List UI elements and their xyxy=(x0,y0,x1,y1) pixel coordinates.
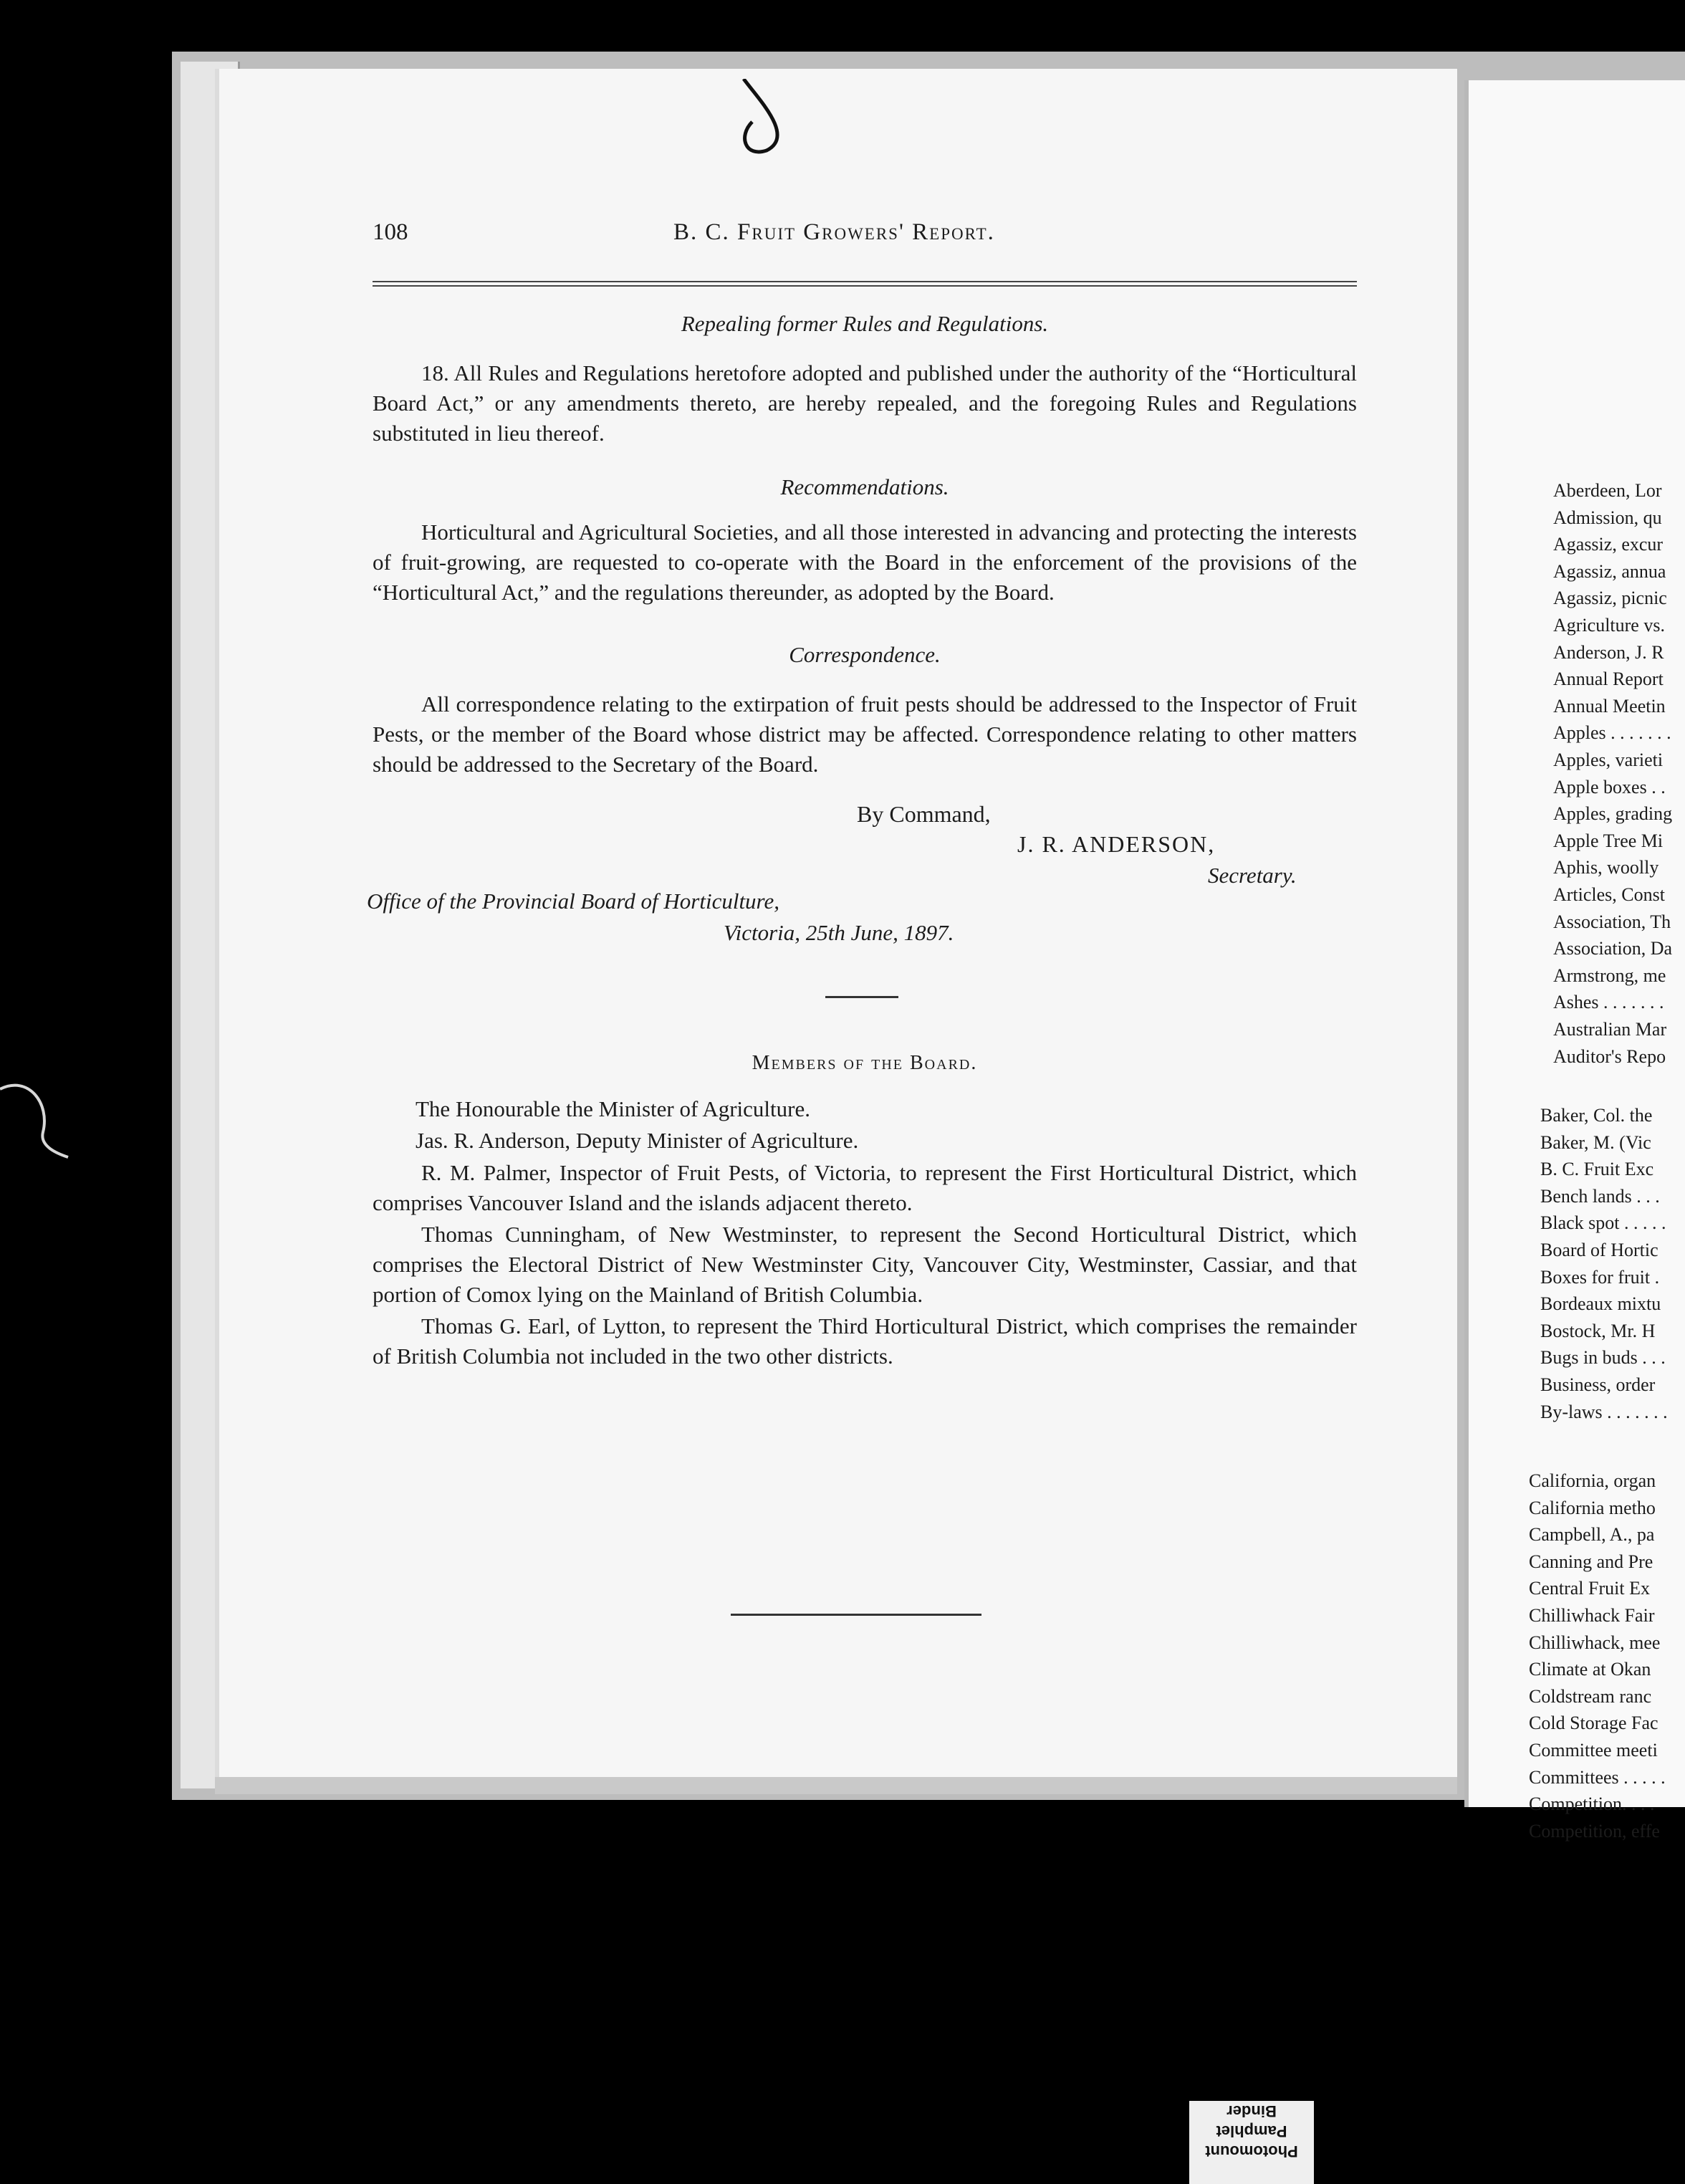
member-cunningham xyxy=(373,1220,1357,1310)
office-line: Office of the Provincial Board of Horticulture, xyxy=(367,889,779,914)
index-entry: Black spot . . . . . xyxy=(1540,1212,1666,1233)
index-entry: Australian Mar xyxy=(1553,1019,1667,1040)
binder-label xyxy=(1189,2101,1314,2184)
binder-label-line: Photomount xyxy=(1205,2142,1298,2160)
index-entry: Anderson, J. R xyxy=(1553,642,1664,663)
index-entry: Chilliwhack Fair xyxy=(1529,1605,1655,1626)
film-scratch-left xyxy=(0,1075,72,1161)
index-entry: Association, Da xyxy=(1553,938,1673,959)
header-rule xyxy=(373,281,1357,287)
member-earl-text: Thomas G. Earl, of Lytton, to represent the Third Horticultural District, which comprises the remainder of British Columbia not included in the two other districts. xyxy=(373,1313,1357,1369)
index-entry: Armstrong, me xyxy=(1553,965,1666,986)
index-entry: Business, order xyxy=(1540,1374,1656,1395)
member-palmer-text: R. M. Palmer, Inspector of Fruit Pests, of Victoria, to represent the First Horticultural District, which comprises Vancouver Island and the islands adjacent thereto. xyxy=(373,1160,1357,1215)
signatory-name: J. R. ANDERSON, xyxy=(1017,831,1216,857)
index-entry: Apples, grading xyxy=(1553,803,1673,824)
index-entry: Articles, Const xyxy=(1553,884,1665,905)
index-entry: Aberdeen, Lor xyxy=(1553,480,1662,501)
member-cunningham-text: Thomas Cunningham, of New Westminster, to represent the Second Horticultural District, which comprises the Electoral District of New Westminster City, Vancouver City, Westminster, Cassiar, and that portion of Comox lying on the Mainland of British Columbia. xyxy=(373,1222,1357,1307)
film-scratch-top xyxy=(716,79,795,158)
index-entry: California metho xyxy=(1529,1498,1656,1518)
index-entry: Apple Tree Mi xyxy=(1553,830,1664,851)
index-entry: Apples . . . . . . . xyxy=(1553,722,1671,743)
page-number: 108 xyxy=(373,219,408,245)
signatory-title: Secretary. xyxy=(1208,863,1297,888)
index-entry: Climate at Okan xyxy=(1529,1659,1651,1680)
index-entry: Central Fruit Ex xyxy=(1529,1578,1650,1599)
closing-rule xyxy=(731,1614,981,1616)
index-entry: Agassiz, picnic xyxy=(1553,588,1667,608)
index-entry: Annual Meetin xyxy=(1553,696,1666,717)
section-divider xyxy=(825,996,898,998)
index-entry: Ashes . . . . . . . xyxy=(1553,992,1664,1012)
index-entry: Coldstream ranc xyxy=(1529,1686,1652,1707)
index-entry: Agassiz, excur xyxy=(1553,534,1664,555)
binder-label-line: Binder xyxy=(1226,2102,1277,2120)
index-entry: Campbell, A., pa xyxy=(1529,1524,1655,1545)
index-entry: Committees . . . . . xyxy=(1529,1767,1666,1788)
index-entry: Agassiz, annua xyxy=(1553,561,1666,582)
index-entry: Association, Th xyxy=(1553,911,1671,932)
index-entry: Boxes for fruit . xyxy=(1540,1267,1660,1288)
repealing-text: 18. All Rules and Regulations heretofore adopted and published under the authority of the “Horticultural Board Act,” or any amendments thereto, are hereby repealed, and the foregoing Rules and Regulations substituted in lieu thereof. xyxy=(373,360,1357,446)
index-entry: By-laws . . . . . . . xyxy=(1540,1402,1668,1422)
index-entry: Board of Hortic xyxy=(1540,1240,1658,1260)
index-entry: Bordeaux mixtu xyxy=(1540,1293,1661,1314)
binder-label-text xyxy=(1189,2101,1314,2164)
index-entry: Auditor's Repo xyxy=(1553,1046,1666,1067)
place-date: Victoria, 25th June, 1897. xyxy=(724,920,954,945)
index-entry: B. C. Fruit Exc xyxy=(1540,1159,1654,1179)
index-entry: Competition. . . . xyxy=(1529,1793,1655,1814)
index-entry: Canning and Pre xyxy=(1529,1551,1653,1572)
correspondence-paragraph xyxy=(373,689,1357,780)
recommendations-paragraph xyxy=(373,517,1357,608)
correspondence-heading: Correspondence. xyxy=(789,642,941,667)
page-header xyxy=(373,219,1357,248)
index-entry: Admission, qu xyxy=(1553,507,1662,528)
index-entry: Baker, M. (Vic xyxy=(1540,1132,1651,1153)
index-entry: Baker, Col. the xyxy=(1540,1105,1653,1126)
index-entry: Competition, effe xyxy=(1529,1821,1660,1841)
members-heading: Members of the Board. xyxy=(752,1052,978,1074)
index-entry: Cold Storage Fac xyxy=(1529,1713,1658,1733)
recommendations-heading: Recommendations. xyxy=(780,474,949,499)
bottom-board xyxy=(215,1777,1457,1794)
index-entry: Bugs in buds . . . xyxy=(1540,1347,1666,1368)
index-entry: Apples, varieti xyxy=(1553,749,1664,770)
index-entry: Aphis, woolly xyxy=(1553,857,1659,878)
index-entry: California, organ xyxy=(1529,1470,1656,1491)
index-entry: Bench lands . . . xyxy=(1540,1186,1660,1207)
index-entry: Committee meeti xyxy=(1529,1740,1658,1761)
correspondence-text: All correspondence relating to the extirpation of fruit pests should be addressed to the Inspector of Fruit Pests, or the member of the Board whose district may be affected. Correspondence relating to other matters should be addressed to the Secretary of the Board. xyxy=(373,691,1357,777)
index-entry: Bostock, Mr. H xyxy=(1540,1321,1656,1341)
member-earl xyxy=(373,1311,1357,1371)
member-palmer xyxy=(373,1158,1357,1218)
index-entry: Chilliwhack, mee xyxy=(1529,1632,1661,1653)
by-command: By Command, xyxy=(857,801,991,827)
index-entry: Apple boxes . . xyxy=(1553,777,1666,798)
repealing-paragraph xyxy=(373,358,1357,449)
member-minister: The Honourable the Minister of Agriculture. xyxy=(416,1096,810,1121)
index-entry: Annual Report xyxy=(1553,669,1664,689)
repealing-heading: Repealing former Rules and Regulations. xyxy=(681,311,1049,336)
index-entry: Agriculture vs. xyxy=(1553,615,1665,636)
running-title: B. C. Fruit Growers' Report. xyxy=(673,219,995,245)
recommendations-text: Horticultural and Agricultural Societies, and all those interested in advancing and protecting the interests of fruit-growing, are requested to co-operate with the Board in the enforcement of the provisions of the “Horticultural Act,” and the regulations thereunder, as adopted by the Board. xyxy=(373,519,1357,605)
binder-label-line: Pamphlet xyxy=(1216,2122,1287,2140)
member-anderson: Jas. R. Anderson, Deputy Minister of Agriculture. xyxy=(416,1128,859,1153)
